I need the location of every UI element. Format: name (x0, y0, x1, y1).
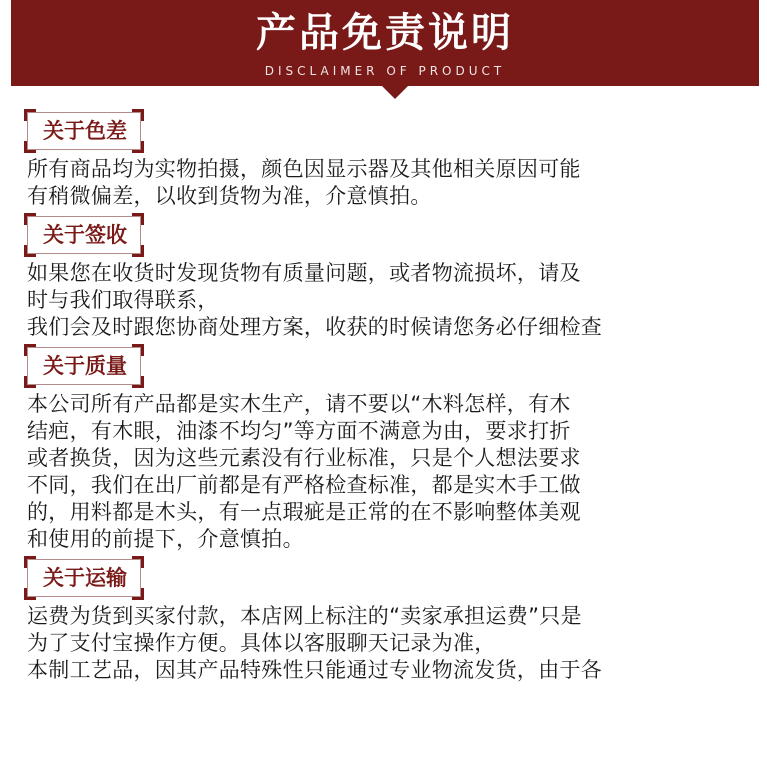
section-heading (27, 559, 141, 597)
disclaimer-sections (0, 86, 767, 684)
section-heading (27, 347, 141, 385)
frame-corner (24, 109, 36, 121)
frame-corner (24, 245, 36, 257)
frame-corner (132, 245, 144, 257)
section-heading-label: 关于签收 (43, 222, 127, 247)
section-heading-label: 关于色差 (43, 118, 127, 143)
paragraph-line: 的，用料都是木头，有一点瑕疵是正常的在不影响整体美观 (27, 500, 581, 524)
section-shipping (27, 559, 767, 684)
frame-corner (132, 213, 144, 225)
frame-corner (132, 141, 144, 153)
section-quality (27, 347, 767, 553)
frame-corner (132, 556, 144, 568)
frame-corner (132, 376, 144, 388)
frame-corner (24, 213, 36, 225)
page-subtitle: DISCLAIMER OF PRODUCT (264, 64, 506, 78)
frame-corner (24, 588, 36, 600)
paragraph-line: 结疤，有木眼，油漆不均匀”等方面不满意为由，要求打折 (27, 419, 571, 443)
paragraph-line: 和使用的前提下，介意慎拍。 (27, 527, 304, 551)
section-color-difference (27, 112, 767, 210)
paragraph-line: 不同，我们在出厂前都是有严格检查标准，都是实木手工做 (27, 473, 581, 497)
banner-pointer (382, 86, 408, 99)
header-banner (11, 0, 759, 86)
frame-corner (132, 109, 144, 121)
section-heading (27, 112, 141, 150)
paragraph-line: 有稍微偏差，以收到货物为准，介意慎拍。 (27, 184, 432, 208)
section-heading (27, 216, 141, 254)
frame-corner (132, 344, 144, 356)
paragraph-line: 或者换货，因为这些元素没有行业标准，只是个人想法要求 (27, 446, 581, 470)
paragraph-line: 我们会及时跟您协商处理方案，收获的时候请您务必仔细检查 (27, 315, 603, 339)
frame-corner (24, 376, 36, 388)
paragraph-line: 本制工艺品，因其产品特殊性只能通过专业物流发货，由于各 (27, 658, 603, 682)
section-heading-label: 关于质量 (43, 353, 127, 378)
section-heading-label: 关于运输 (43, 565, 127, 590)
frame-corner (132, 588, 144, 600)
frame-corner (24, 344, 36, 356)
paragraph-line: 本公司所有产品都是实木生产，请不要以“木料怎样，有木 (27, 392, 571, 416)
section-receipt (27, 216, 767, 341)
frame-corner (24, 141, 36, 153)
paragraph-line: 所有商品均为实物拍摄，颜色因显示器及其他相关原因可能 (27, 157, 581, 181)
paragraph-line: 运费为货到买家付款，本店网上标注的“卖家承担运费”只是 (27, 604, 582, 628)
frame-corner (24, 556, 36, 568)
paragraph-line: 如果您在收货时发现货物有质量问题，或者物流损坏，请及 (27, 261, 581, 285)
page-title: 产品免责说明 (256, 9, 514, 56)
paragraph-line: 为了支付宝操作方便。具体以客服聊天记录为准， (27, 631, 496, 655)
paragraph-line: 时与我们取得联系， (27, 288, 219, 312)
